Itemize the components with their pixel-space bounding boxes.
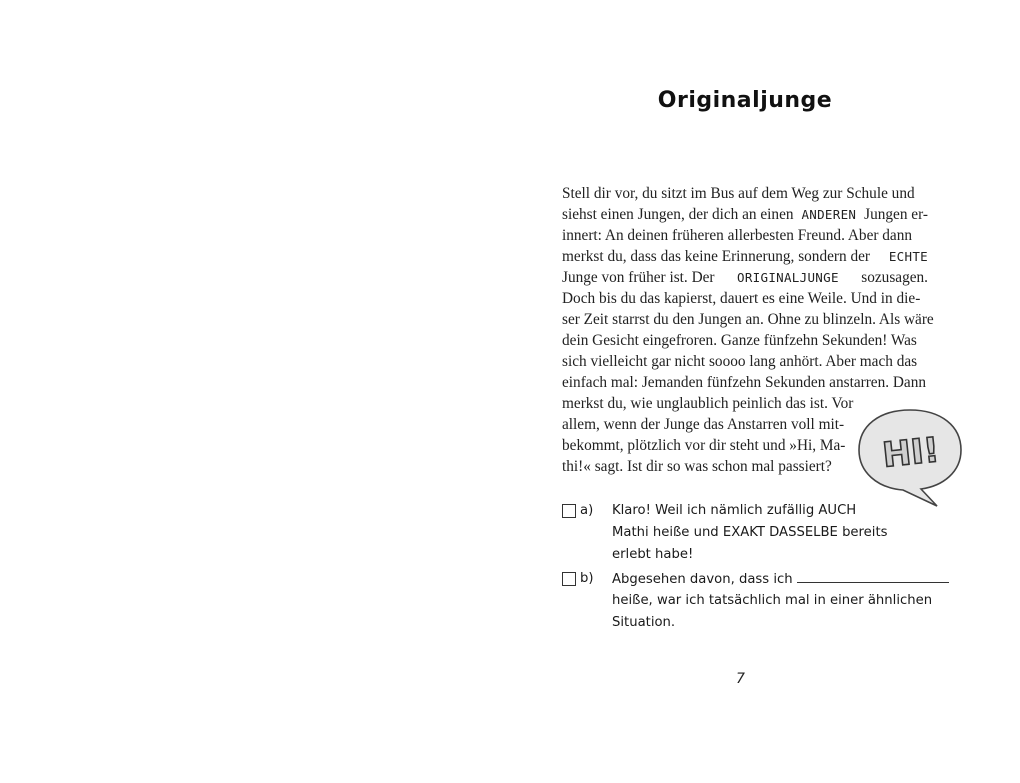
text-segment: siehst einen Jungen, der dich an einen (562, 206, 794, 223)
text-segment: Doch bis du das kapierst, dauert es eine Weile. Und in die- (562, 290, 921, 307)
text-line (562, 225, 928, 246)
fill-in-blank[interactable] (797, 568, 949, 583)
answer-options (562, 500, 932, 636)
option-letter: b) (580, 571, 594, 586)
text-segment: Jungen er- (864, 206, 928, 223)
text-segment: sich vielleicht gar nicht soooo lang anhört. Aber mach das (562, 353, 918, 370)
bubble-text: HI! (880, 430, 942, 476)
text-segment: thi!« sagt. Ist dir so was schon mal passiert? (562, 458, 832, 475)
text-segment: Junge von früher ist. Der (562, 269, 715, 286)
option-a[interactable] (562, 500, 932, 566)
checkbox-a[interactable] (562, 504, 576, 518)
emphasis-word: ORIGINALJUNGE (737, 270, 839, 285)
option-b[interactable] (562, 568, 932, 634)
option-line-text: Abgesehen davon, dass ich (612, 572, 793, 587)
text-line (562, 435, 847, 456)
text-segment: ser Zeit starrst du den Jungen an. Ohne zu blinzeln. Als wäre (562, 311, 934, 328)
text-segment: Stell dir vor, du sitzt im Bus auf dem Weg zur Schule und (562, 185, 915, 202)
text-line (562, 204, 928, 225)
text-segment: einfach mal: Jemanden fünfzehn Sekunden anstarren. Dann (562, 374, 927, 391)
text-segment: allem, wenn der Junge das Anstarren voll mit- (562, 416, 845, 433)
option-line: Klaro! Weil ich nämlich zufällig AUCH (612, 503, 857, 518)
option-line: Mathi heiße und EXAKT DASSELBE bereits (612, 525, 888, 540)
text-segment: merkst du, dass das keine Erinnerung, sondern der (562, 248, 870, 265)
text-segment: innert: An deinen früheren allerbesten Freund. Aber dann (562, 227, 913, 244)
option-line (612, 568, 949, 590)
text-line (562, 351, 928, 372)
text-segment: sozusagen. (861, 269, 928, 286)
emphasis-word: ECHTE (888, 249, 928, 264)
text-line (562, 393, 862, 414)
text-line (562, 288, 928, 309)
text-line (562, 309, 934, 330)
text-segment: bekommt, plötzlich vor dir steht und »Hi, Ma- (562, 437, 846, 454)
text-line (562, 183, 928, 204)
page-number: 7 (736, 671, 745, 687)
text-line (562, 372, 928, 393)
text-line (562, 414, 847, 435)
option-letter: a) (580, 503, 594, 518)
option-line: heiße, war ich tatsächlich mal in einer ähnlichen (612, 593, 933, 608)
speech-bubble-illustration (855, 406, 965, 508)
text-segment: dein Gesicht eingefroren. Ganze fünfzehn Sekunden! Was (562, 332, 917, 349)
text-line (562, 267, 928, 288)
text-line (562, 330, 928, 351)
checkbox-b[interactable] (562, 572, 576, 586)
page-title: Originaljunge (657, 88, 833, 113)
option-line: Situation. (612, 615, 676, 630)
emphasis-word: ANDEREN (801, 207, 857, 222)
text-line (562, 246, 928, 267)
option-line: erlebt habe! (612, 547, 694, 562)
text-segment: merkst du, wie unglaublich peinlich das ist. Vor (562, 395, 854, 412)
